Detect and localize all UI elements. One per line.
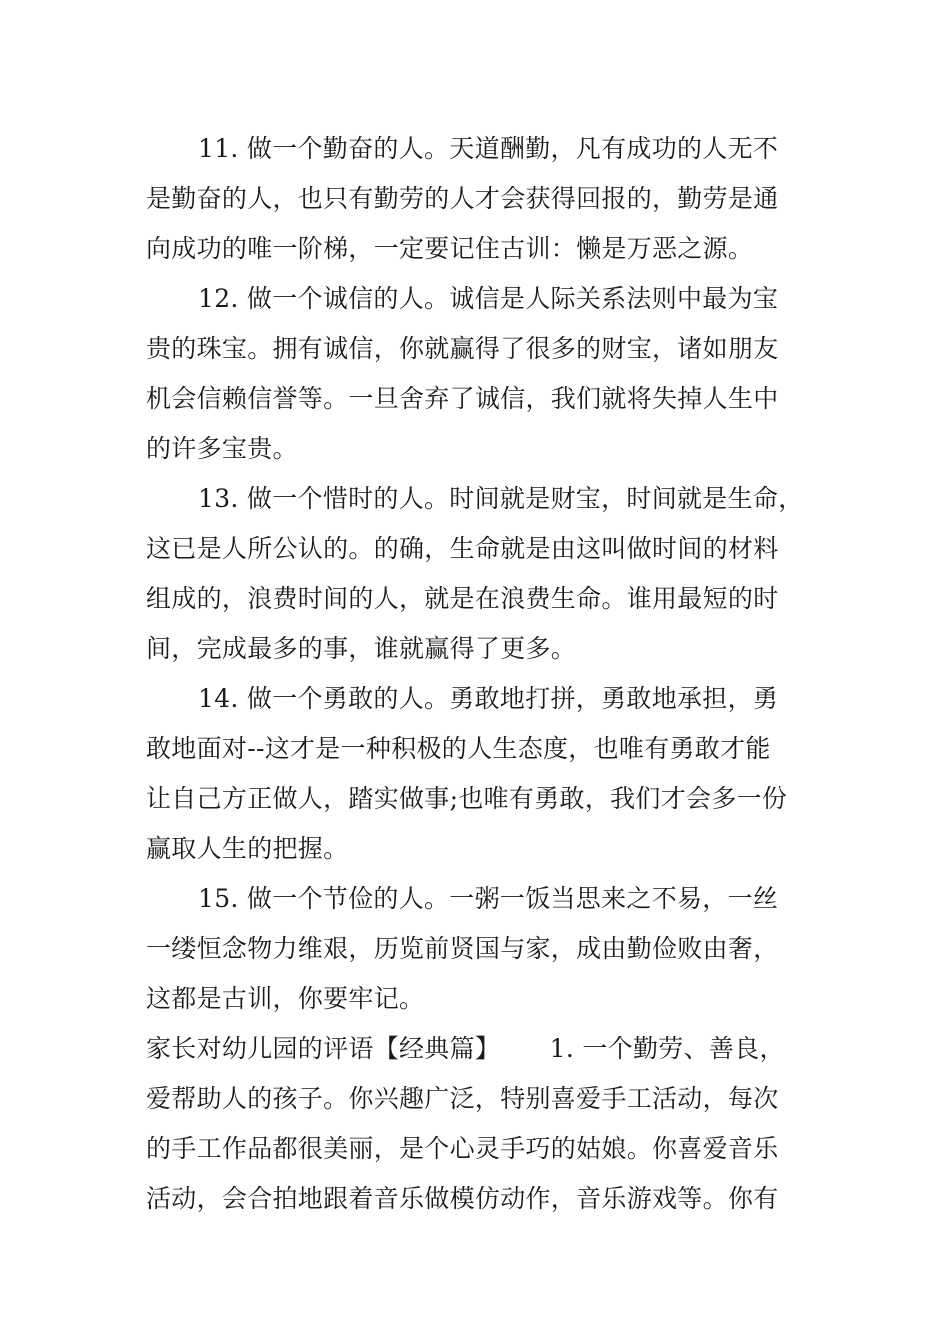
paragraph-11-line-2: 是勤奋的人，也只有勤劳的人才会获得回报的，勤劳是通 xyxy=(146,184,779,213)
paragraph-15-line-1: 15. 做一个节俭的人。一粥一饭当思来之不易，一丝 xyxy=(198,884,779,913)
paragraph-14-line-2: 敢地面对--这才是一种积极的人生态度，也唯有勇敢才能 xyxy=(146,734,771,763)
paragraph-11-line-3: 向成功的唯一阶梯，一定要记住古训：懒是万恶之源。 xyxy=(146,234,754,263)
section-body-line-3: 的手工作品都很美丽，是个心灵手巧的姑娘。你喜爱音乐 xyxy=(146,1134,779,1163)
paragraph-15-line-3: 这都是古训，你要牢记。 xyxy=(146,984,425,1013)
paragraph-11-line-1: 11. 做一个勤奋的人。天道酬勤，凡有成功的人无不 xyxy=(198,134,779,163)
section-heading-line: 家长对幼儿园的评语【经典篇】 1. 一个勤劳、善良， xyxy=(146,1034,785,1063)
paragraph-13-line-1: 13. 做一个惜时的人。时间就是财宝，时间就是生命， xyxy=(198,484,804,513)
paragraph-13-line-3: 组成的，浪费时间的人，就是在浪费生命。谁用最短的时 xyxy=(146,584,779,613)
section-body-line-4: 活动，会合拍地跟着音乐做模仿动作，音乐游戏等。你有 xyxy=(146,1184,779,1213)
paragraph-13-line-2: 这已是人所公认的。的确，生命就是由这叫做时间的材料 xyxy=(146,534,779,563)
paragraph-15-line-2: 一缕恒念物力维艰，历览前贤国与家，成由勤俭败由奢， xyxy=(146,934,779,963)
paragraph-12-line-2: 贵的珠宝。拥有诚信，你就赢得了很多的财宝，诸如朋友 xyxy=(146,334,779,363)
paragraph-12-line-3: 机会信赖信誉等。一旦舍弃了诚信，我们就将失掉人生中 xyxy=(146,384,779,413)
paragraph-14-line-4: 赢取人生的把握。 xyxy=(146,834,349,863)
paragraph-14-line-3: 让自己方正做人，踏实做事;也唯有勇敢，我们才会多一份 xyxy=(146,784,788,813)
paragraph-14-line-1: 14. 做一个勇敢的人。勇敢地打拼，勇敢地承担，勇 xyxy=(198,684,779,713)
section-body-line-2: 爱帮助人的孩子。你兴趣广泛，特别喜爱手工活动，每次 xyxy=(146,1084,779,1113)
paragraph-12-line-1: 12. 做一个诚信的人。诚信是人际关系法则中最为宝 xyxy=(198,284,779,313)
paragraph-13-line-4: 间，完成最多的事，谁就赢得了更多。 xyxy=(146,634,577,663)
paragraph-12-line-4: 的许多宝贵。 xyxy=(146,434,298,463)
